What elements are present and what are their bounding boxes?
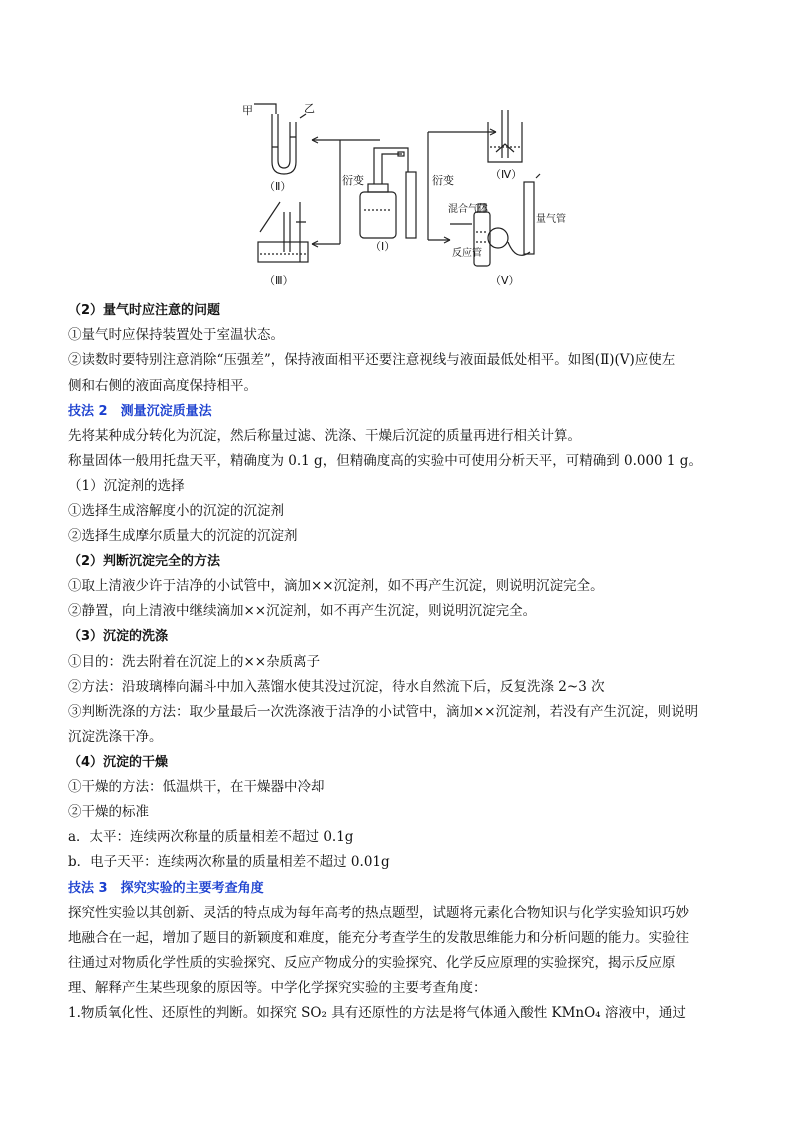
apparatus-figure: [240, 92, 570, 292]
paragraph-line: ①量气时应保持装置处于室温状态。: [68, 327, 284, 343]
label-v: （Ⅴ）: [490, 274, 520, 287]
paragraph-line: ②读数时要特别注意消除“压强差”，保持液面相平还要注意视线与液面最低处相平。如图(Ⅱ)(Ⅴ)应使左: [68, 352, 676, 368]
paragraph-line: 1.物质氧化性、还原性的判断。如探究 SO₂ 具有还原性的方法是将气体通入酸性 KMnO₄ 溶液中，通过: [68, 1005, 686, 1021]
apparatus-ii-u-tube: [254, 104, 306, 174]
list-item: ①取上清液少许于洁净的小试管中，滴加××沉淀剂，如不再产生沉淀，则说明沉淀完全。: [68, 578, 604, 594]
paragraph-line: 称量固体一般用托盘天平，精确度为 0.1 g，但精确度高的实验中可使用分析天平，可精确到 0.000 1 g。: [68, 453, 702, 469]
label-iii: （Ⅲ）: [264, 274, 294, 287]
subheading-washing: （3）沉淀的洗涤: [68, 629, 169, 644]
paragraph-line: 沉淀洗涤干净。: [68, 729, 163, 745]
list-item: ②静置，向上清液中继续滴加××沉淀剂，如不再产生沉淀，则说明沉淀完全。: [68, 603, 537, 619]
subheading-gas-measurement: （2）量气时应注意的问题: [68, 303, 221, 318]
list-item: ②干燥的标准: [68, 804, 149, 820]
label-evolve-left: 衍变: [342, 174, 364, 187]
list-item: ①目的：洗去附着在沉淀上的××杂质离子: [68, 654, 321, 670]
list-item: ②选择生成摩尔质量大的沉淀的沉淀剂: [68, 528, 298, 544]
paragraph-line: 理、解释产生某些现象的原因等。中学化学探究实验的主要考查角度：: [68, 980, 487, 996]
list-item: ①干燥的方法：低温烘干，在干燥器中冷却: [68, 779, 325, 795]
list-item: ②方法：沿玻璃棒向漏斗中加入蒸馏水使其没过沉淀，待水自然流下后，反复洗涤 2~3 次: [68, 679, 605, 695]
apparatus-i-bottle: [360, 148, 416, 238]
label-reaction-tube: 反应管: [452, 248, 482, 259]
label-yi: 乙: [304, 102, 315, 115]
list-item: b．电子天平：连续两次称量的质量相差不超过 0.01g: [68, 854, 390, 870]
paragraph-line: 地融合在一起，增加了题目的新颖度和难度，能充分考查学生的发散思维能力和分析问题的能力。实验往: [68, 930, 689, 946]
apparatus-iii-trough: [258, 202, 308, 262]
label-mixed-gas: 混合气体: [448, 204, 488, 215]
list-item: ①选择生成溶解度小的沉淀的沉淀剂: [68, 503, 284, 519]
section-heading-technique-2: 技法 2 测量沉淀质量法: [68, 404, 212, 419]
paragraph-line: 侧和右侧的液面高度保持相平。: [68, 378, 257, 394]
label-ii: （Ⅱ）: [264, 180, 292, 193]
list-item: ③判断洗涤的方法：取少量最后一次洗涤液于洁净的小试管中，滴加××沉淀剂，若没有产生沉淀，则说明: [68, 704, 699, 720]
apparatus-iv-beaker: [488, 110, 522, 162]
section-heading-technique-3: 技法 3 探究实验的主要考查角度: [68, 881, 264, 896]
label-gas-burette: 量气管: [536, 214, 566, 225]
label-evolve-right: 衍变: [432, 174, 454, 187]
subheading-complete-precipitation: （2）判断沉淀完全的方法: [68, 554, 221, 569]
paragraph-line: 往通过对物质化学性质的实验探究、反应产物成分的实验探究、化学反应原理的实验探究，揭示反应原: [68, 955, 676, 971]
list-item: a．太平：连续两次称量的质量相差不超过 0.1g: [68, 829, 354, 845]
subheading-precipitant: （1）沉淀剂的选择: [68, 478, 185, 494]
paragraph-line: 探究性实验以其创新、灵活的特点成为每年高考的热点题型，试题将元素化合物知识与化学实验知识巧妙: [68, 905, 689, 921]
label-i: （Ⅰ）: [370, 240, 396, 253]
paragraph-line: 先将某种成分转化为沉淀，然后称量过滤、洗涤、干燥后沉淀的质量再进行相关计算。: [68, 428, 581, 444]
label-iv: （Ⅳ）: [490, 168, 523, 181]
subheading-drying: （4）沉淀的干燥: [68, 755, 169, 770]
label-jia: 甲: [242, 104, 253, 117]
